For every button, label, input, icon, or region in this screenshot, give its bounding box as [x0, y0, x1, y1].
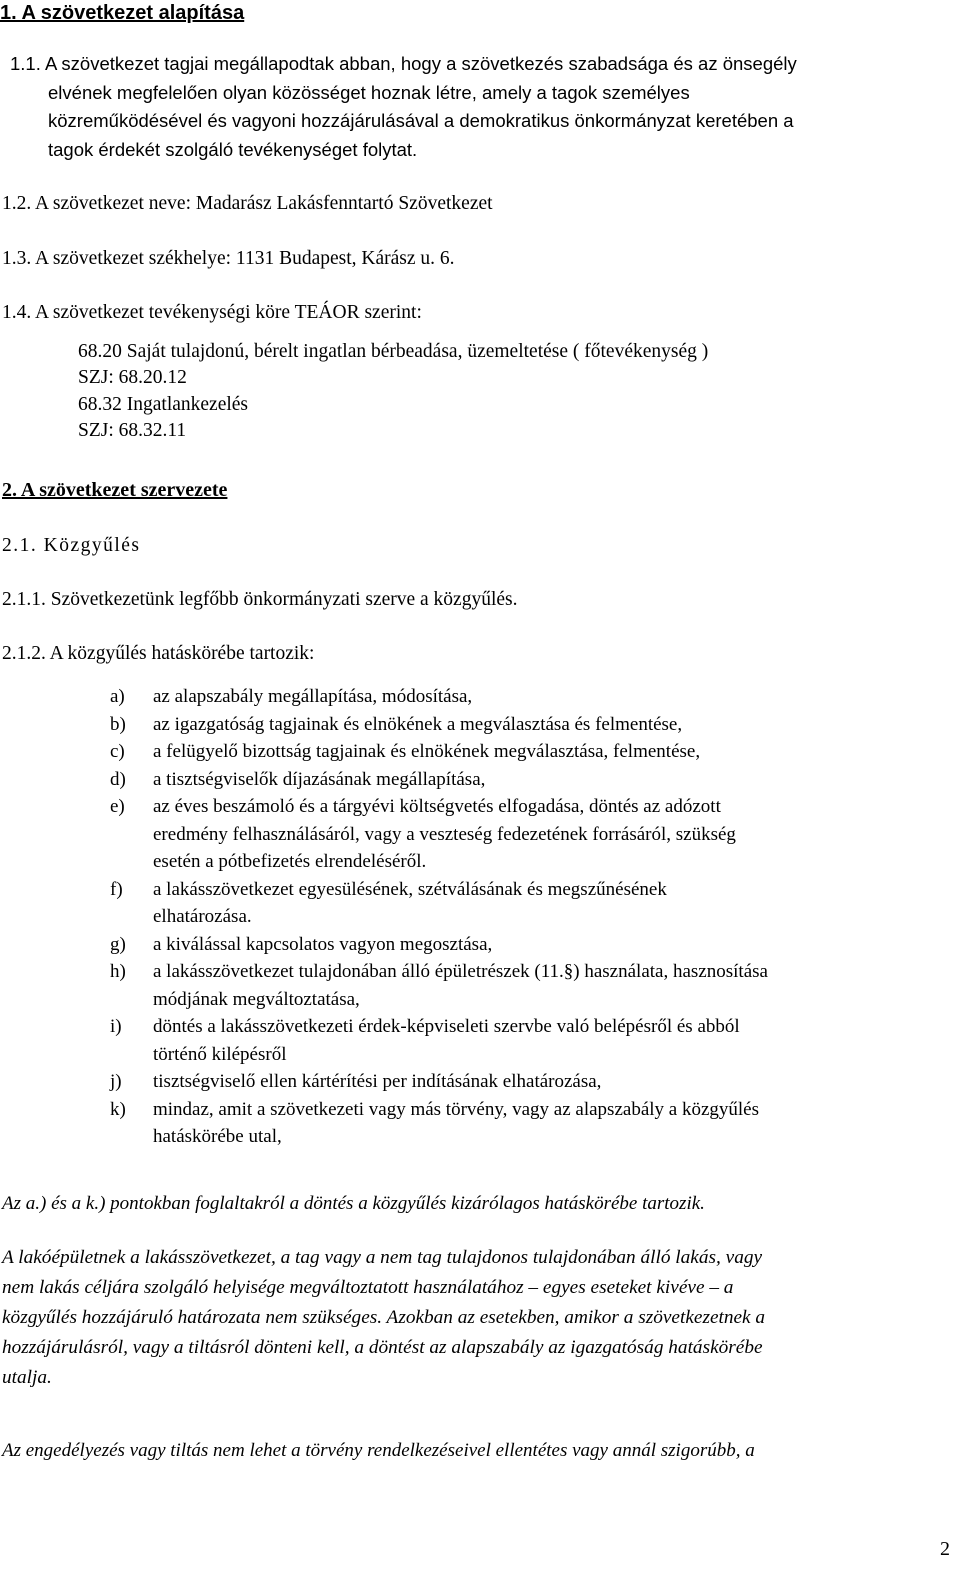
list-item-text	[153, 1096, 923, 1151]
list-item	[110, 1013, 923, 1068]
list-item-line: a kiválással kapcsolatos vagyon megosztása,	[153, 933, 493, 955]
italic-note-line: hozzájárulásról, vagy a tiltásról dönteni kell, a döntést az alapszabály az igazgatóság hatáskörébe	[2, 1337, 763, 1358]
list-item-text	[153, 683, 923, 711]
list-item-label: g)	[110, 933, 126, 955]
list-item-label: h)	[110, 961, 126, 982]
list-item-line: történő kilépésről	[153, 1043, 287, 1065]
list-item	[110, 793, 923, 876]
list-item-text	[153, 738, 923, 766]
heading-section-2: 2. A szövetkezet szervezete	[2, 479, 228, 501]
teaor-code-list	[78, 339, 708, 444]
list-item-line: tisztségviselő ellen kártérítési per indításának elhatározása,	[153, 1071, 602, 1092]
list-item-label: j)	[110, 1071, 122, 1092]
paragraph-2-1-2: 2.1.2. A közgyűlés hatáskörébe tartozik:	[2, 643, 315, 664]
list-item	[110, 876, 923, 931]
list-item	[110, 931, 923, 959]
list-item-label: a)	[110, 686, 125, 707]
list-item-label: c)	[110, 741, 125, 762]
list-item-label: b)	[110, 713, 126, 735]
list-item-text	[153, 766, 923, 794]
list-item-label: f)	[110, 878, 123, 900]
list-item-text	[153, 876, 923, 931]
list-item-label: i)	[110, 1016, 122, 1037]
list-item	[110, 1068, 923, 1096]
teaor-code-line: 68.32 Ingatlankezelés	[78, 393, 249, 415]
list-item-line: az alapszabály megállapítása, módosítása,	[153, 686, 473, 707]
list-item-text	[153, 1013, 923, 1068]
paragraph-line: elvének megfelelően olyan közösséget hoznak létre, amely a tagok személyes	[48, 81, 690, 103]
italic-note-line: utalja.	[2, 1367, 52, 1388]
list-item-line: hatáskörébe utal,	[153, 1126, 282, 1147]
list-item-line: az éves beszámoló és a tárgyévi költségvetés elfogadása, döntés az adózott	[153, 796, 721, 817]
list-item-line: a felügyelő bizottság tagjainak és elnökének megválasztása, felmentése,	[153, 741, 701, 762]
list-item-line: eredmény felhasználásáról, vagy a veszteség fedezetének forrásáról, szükség	[153, 823, 736, 845]
italic-note-authorization: Az engedélyezés vagy tiltás nem lehet a törvény rendelkezéseivel ellentétes vagy annál szigorúbb, a	[2, 1440, 755, 1461]
page-number: 2	[940, 1538, 950, 1560]
list-item	[110, 766, 923, 794]
italic-note-usage-change	[2, 1243, 765, 1393]
italic-note-line: A lakóépületnek a lakásszövetkezet, a tag vagy a nem tag tulajdonos tulajdonában álló lakás, vagy	[2, 1247, 763, 1268]
paragraph-1-2: 1.2. A szövetkezet neve: Madarász Lakásfenntartó Szövetkezet	[2, 193, 493, 214]
paragraph-line: közreműködésével és vagyoni hozzájárulásával a demokratikus önkormányzat keretében a	[48, 110, 794, 131]
list-item-label: e)	[110, 796, 125, 817]
list-item-line: elhatározása.	[153, 906, 252, 927]
list-item	[110, 958, 923, 1013]
teaor-code-line: SZJ: 68.32.11	[78, 419, 187, 441]
list-item-line: módjának megváltoztatása,	[153, 988, 360, 1010]
list-item	[110, 683, 923, 711]
paragraph-line: tagok érdekét szolgáló tevékenységet folytat.	[48, 138, 418, 160]
list-item-text	[153, 931, 923, 959]
teaor-code-line: SZJ: 68.20.12	[78, 367, 187, 389]
italic-note-line: nem lakás céljára szolgáló helyisége megváltoztatott használatához – egyes eseteket kivéve – a	[2, 1277, 734, 1298]
list-item	[110, 738, 923, 766]
list-item-text	[153, 793, 923, 876]
italic-note-exclusive-competence: Az a.) és a k.) pontokban foglaltakról a döntés a közgyűlés kizárólagos hatáskörébe tartozik.	[2, 1193, 705, 1214]
paragraph-2-1-1: 2.1.1. Szövetkezetünk legfőbb önkormányzati szerve a közgyűlés.	[2, 589, 518, 610]
list-item-line: a lakásszövetkezet tulajdonában álló épületrészek (11.§) használata, hasznosítása	[153, 961, 768, 982]
heading-section-1: 1. A szövetkezet alapítása	[0, 2, 245, 24]
list-item-line: mindaz, amit a szövetkezeti vagy más törvény, vagy az alapszabály a közgyűlés	[153, 1098, 760, 1120]
list-item-label: d)	[110, 768, 126, 790]
list-item-label: k)	[110, 1098, 126, 1120]
list-item-line: esetén a pótbefizetés elrendeléséről.	[153, 851, 427, 872]
list-item-line: döntés a lakásszövetkezeti érdek-képviseleti szervbe való belépésről és abból	[153, 1016, 740, 1037]
teaor-code-line: 68.20 Saját tulajdonú, bérelt ingatlan bérbeadása, üzemeltetése ( főtevékenység )	[78, 341, 709, 362]
competence-list	[110, 683, 923, 1151]
list-item	[110, 711, 923, 739]
list-item-text	[153, 1068, 923, 1096]
paragraph-1-1-continuation	[48, 79, 794, 165]
paragraph-1-4: 1.4. A szövetkezet tevékenységi köre TEÁOR szerint:	[2, 302, 422, 323]
paragraph-1-1-first-line: 1.1. A szövetkezet tagjai megállapodtak abban, hogy a szövetkezés szabadsága és az önsegély	[10, 53, 797, 74]
list-item-line: az igazgatóság tagjainak és elnökének a megválasztása és felmentése,	[153, 713, 683, 735]
paragraph-1-3: 1.3. A szövetkezet székhelye: 1131 Budapest, Kárász u. 6.	[2, 248, 455, 269]
list-item	[110, 1096, 923, 1151]
list-item-text	[153, 711, 923, 739]
list-item-line: a lakásszövetkezet egyesülésének, szétválásának és megszűnésének	[153, 878, 667, 900]
subheading-2-1: 2.1. Közgyűlés	[2, 535, 141, 556]
list-item-line: a tisztségviselők díjazásának megállapítása,	[153, 768, 486, 790]
list-item-text	[153, 958, 923, 1013]
italic-note-line: közgyűlés hozzájáruló határozata nem szükséges. Azokban az esetekben, amikor a szövetkezetnek a	[2, 1307, 766, 1328]
